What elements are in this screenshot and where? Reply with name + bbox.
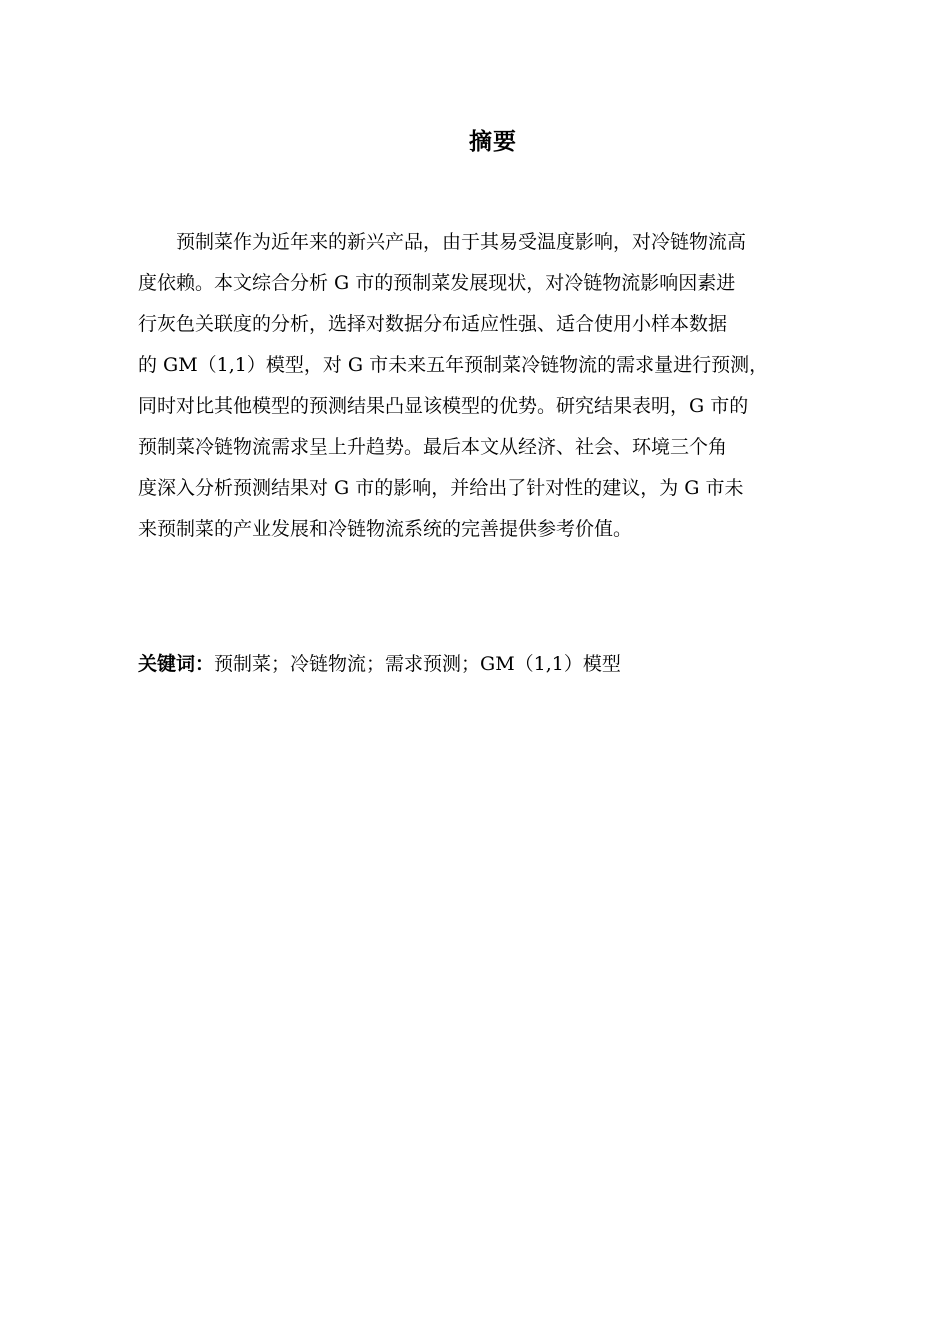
abstract-title: 摘要: [469, 129, 517, 155]
keywords-line: [138, 646, 852, 682]
abstract-line: 同时对比其他模型的预测结果凸显该模型的优势。研究结果表明，G 市的: [138, 395, 749, 417]
abstract-line: 的 GM（1,1）模型，对 G 市未来五年预制菜冷链物流的需求量进行预测，: [138, 354, 769, 376]
keywords-text: 预制菜；冷链物流；需求预测；GM（1,1）模型: [214, 653, 621, 675]
abstract-line: 度深入分析预测结果对 G 市的影响，并给出了针对性的建议，为 G 市未: [138, 477, 744, 499]
abstract-line: 来预制菜的产业发展和冷链物流系统的完善提供参考价值。: [138, 518, 633, 540]
abstract-body: [138, 222, 852, 550]
abstract-line: 度依赖。本文综合分析 G 市的预制菜发展现状，对冷链物流影响因素进: [138, 272, 736, 294]
abstract-line: 预制菜作为近年来的新兴产品，由于其易受温度影响，对冷链物流高: [176, 231, 747, 253]
abstract-line: 预制菜冷链物流需求呈上升趋势。最后本文从经济、社会、环境三个角: [138, 436, 728, 458]
keywords-label: 关键词：: [138, 653, 215, 675]
abstract-line: 行灰色关联度的分析，选择对数据分布适应性强、适合使用小样本数据: [138, 313, 728, 335]
